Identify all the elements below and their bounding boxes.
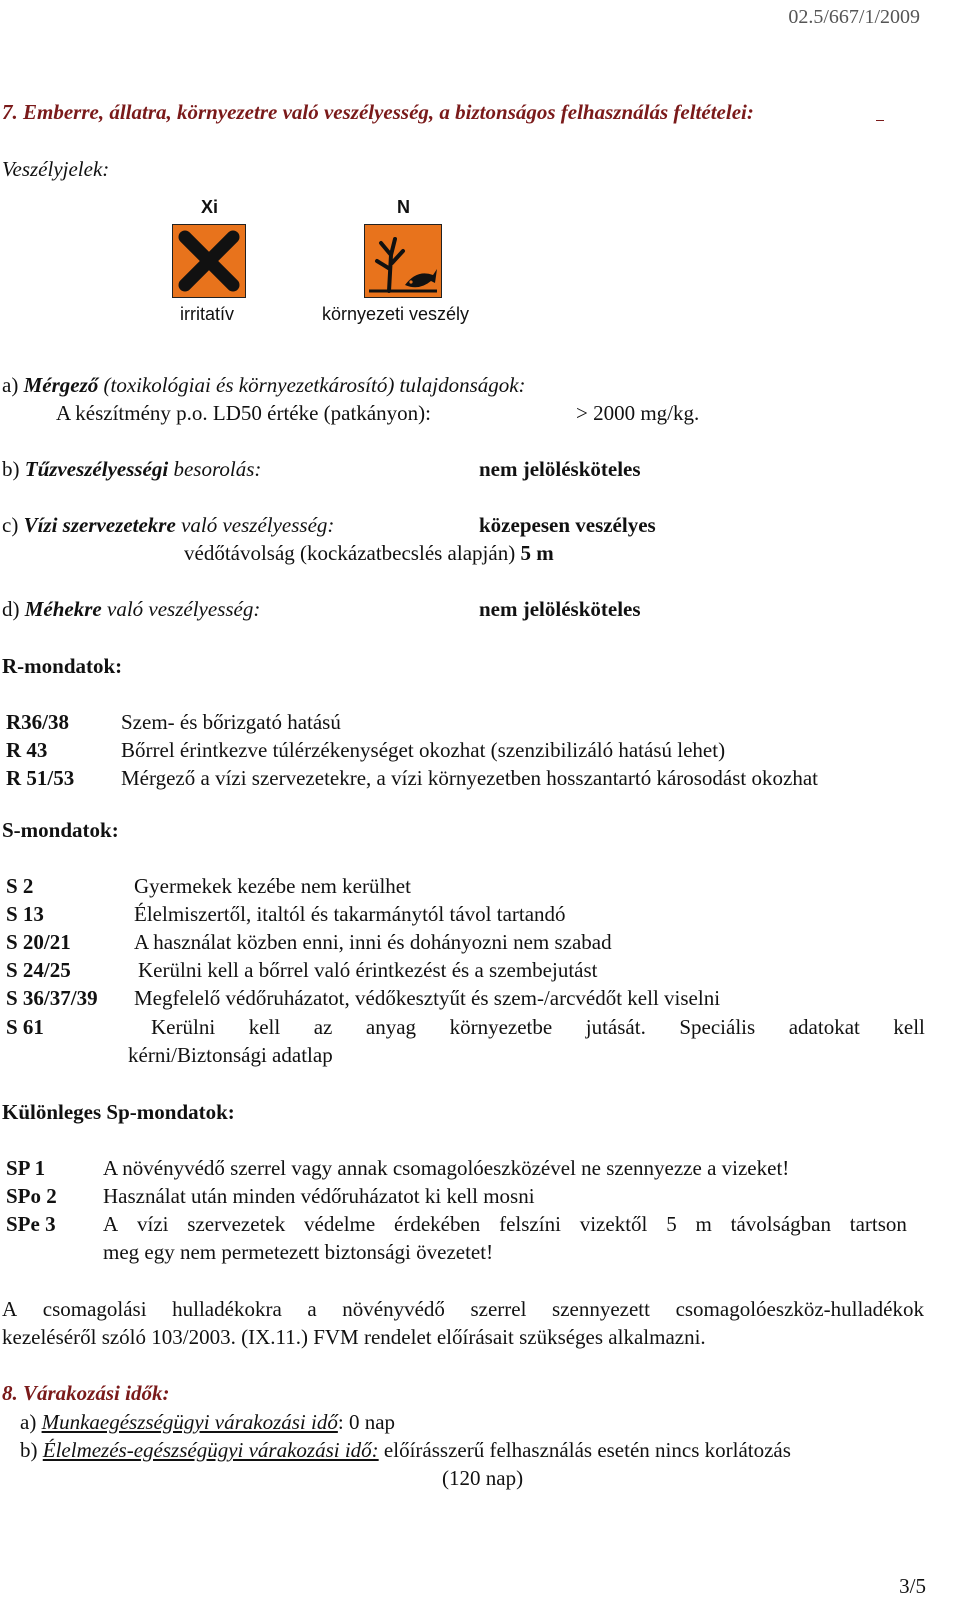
food-waiting-time	[20, 1438, 791, 1462]
s-phrase-text: Kerülni kell a bőrrel való érintkezést és a szembejutást	[138, 958, 598, 982]
protective-distance-value: 5 m	[520, 541, 554, 565]
s-phrase-code: S 2	[6, 874, 34, 898]
packaging-note-line-1	[2, 1297, 924, 1321]
toxicity-line	[2, 373, 526, 397]
work-waiting-time	[20, 1410, 395, 1434]
packaging-note-line-2: kezeléséről szóló 103/2003. (IX.11.) FVM rendelet előírásait szükséges alkalmazni.	[2, 1325, 706, 1349]
s-phrase-code: S 13	[6, 902, 44, 926]
word: környezetbe	[449, 1015, 553, 1039]
word: az	[313, 1015, 333, 1039]
sp-phrase-code: SPo 2	[6, 1184, 57, 1208]
word: hulladékokra	[172, 1297, 282, 1321]
fire-hazard-line	[2, 457, 261, 481]
food-waiting-time-value: előírásszerű felhasználás esetén nincs korlátozás	[383, 1438, 791, 1462]
r-phrase-code: R36/38	[6, 710, 69, 734]
symbol-label-irritant: irritatív	[180, 304, 234, 324]
document-id: 02.5/667/1/2009	[788, 6, 920, 28]
section-7-heading: 7. Emberre, állatra, környezetre való veszélyesség, a biztonságos felhasználás feltételei:	[2, 100, 754, 124]
section-8-heading: 8. Várakozási idők:	[2, 1381, 170, 1405]
sp-phrase-text-justified	[103, 1212, 907, 1236]
fire-hazard-value: nem jelölésköteles	[479, 457, 641, 481]
item-a-prefix: a)	[2, 373, 19, 397]
food-waiting-time-label: Élelmezés-egészségügyi várakozási idő:	[42, 1438, 379, 1462]
sp-phrases-heading: Különleges Sp-mondatok:	[2, 1100, 235, 1124]
s-phrase-text: Élelmiszertől, italtól és takarmánytól távol tartandó	[134, 902, 566, 926]
item-c-prefix: c)	[2, 513, 19, 537]
word: 5	[666, 1212, 677, 1236]
s-phrases-heading: S-mondatok:	[2, 818, 119, 842]
work-waiting-time-label: Munkaegészségügyi várakozási idő	[41, 1410, 338, 1434]
aquatic-hazard-term: Vízi szervezetekre	[23, 513, 176, 537]
r-phrase-text: Mérgező a vízi szervezetekre, a vízi környezetben hosszantartó károsodást okozhat	[121, 766, 818, 790]
word: szervezetek	[187, 1212, 286, 1236]
s-phrase-text: Megfelelő védőruházatot, védőkesztyűt és szem-/arcvédőt kell viselni	[134, 986, 721, 1010]
protective-distance-text: védőtávolság (kockázatbecslés alapján)	[184, 541, 516, 565]
word: Kerülni	[151, 1015, 216, 1039]
symbol-code-n: N	[397, 197, 410, 217]
word: m	[695, 1212, 712, 1236]
r-phrase-code: R 43	[6, 738, 48, 762]
s-phrase-code: S 61	[6, 1015, 44, 1039]
st-andrews-cross-icon	[173, 225, 245, 297]
symbol-label-environment: környezeti veszély	[322, 304, 470, 324]
fire-hazard-term: Tűzveszélyességi	[24, 457, 169, 481]
word: tartson	[849, 1212, 907, 1236]
irritant-hazard-symbol	[172, 224, 246, 298]
sp-phrase-code: SP 1	[6, 1156, 46, 1180]
word: távolságban	[730, 1212, 831, 1236]
word: a	[307, 1297, 317, 1321]
aquatic-hazard-line	[2, 513, 334, 537]
word: csomagolási	[42, 1297, 147, 1321]
s-phrase-text-cont: kérni/Biztonsági adatlap	[128, 1043, 333, 1067]
word: adatokat	[788, 1015, 860, 1039]
s-phrase-text-justified	[151, 1015, 925, 1039]
item-b-prefix: b)	[20, 1438, 38, 1462]
environment-hazard-symbol	[364, 224, 442, 298]
toxicity-rest: (toxikológiai és környezetkárosító) tulajdonságok:	[103, 373, 526, 397]
sp-phrase-code: SPe 3	[6, 1212, 56, 1236]
word: vizektől	[579, 1212, 648, 1236]
ld50-value: > 2000 mg/kg.	[576, 401, 700, 425]
page-number: 3/5	[899, 1574, 926, 1598]
word: A	[2, 1297, 18, 1321]
word: kell	[248, 1015, 281, 1039]
r-phrases-heading: R-mondatok:	[2, 654, 123, 678]
heading-underline-divider	[876, 120, 884, 121]
work-waiting-time-value: : 0 nap	[337, 1410, 396, 1434]
ld50-label: A készítmény p.o. LD50 értéke (patkányon):	[56, 401, 431, 425]
word: csomagolóeszköz-hulladékok	[675, 1297, 924, 1321]
item-a-prefix: a)	[20, 1410, 37, 1434]
protective-distance-line	[184, 541, 554, 565]
s-phrase-code: S 20/21	[6, 930, 71, 954]
fire-hazard-rest: besorolás:	[173, 457, 262, 481]
word: érdekében	[394, 1212, 481, 1236]
word: A	[103, 1212, 119, 1236]
word: vízi	[136, 1212, 169, 1236]
r-phrase-code: R 51/53	[6, 766, 75, 790]
word: növényvédő	[342, 1297, 445, 1321]
symbol-code-xi: Xi	[201, 197, 219, 217]
sp-phrase-text: A növényvédő szerrel vagy annak csomagolóeszközével ne szennyezze a vizeket!	[103, 1156, 790, 1180]
food-waiting-time-days: (120 nap)	[442, 1466, 524, 1490]
aquatic-hazard-value: közepesen veszélyes	[479, 513, 656, 537]
word: jutását.	[585, 1015, 646, 1039]
item-b-prefix: b)	[2, 457, 20, 481]
s-phrase-code: S 24/25	[6, 958, 71, 982]
word: szennyezett	[552, 1297, 650, 1321]
word: anyag	[365, 1015, 417, 1039]
s-phrase-text: Gyermekek kezébe nem kerülhet	[134, 874, 411, 898]
s-phrase-text: A használat közben enni, inni és dohányozni nem szabad	[134, 930, 612, 954]
item-d-prefix: d)	[2, 597, 20, 621]
bee-hazard-line	[2, 597, 260, 621]
word: szerrel	[470, 1297, 527, 1321]
s-phrase-code: S 36/37/39	[6, 986, 98, 1010]
bee-hazard-value: nem jelölésköteles	[479, 597, 641, 621]
hazard-symbols-label: Veszélyjelek:	[2, 157, 110, 181]
word: felszíni	[499, 1212, 561, 1236]
bee-hazard-rest: való veszélyesség:	[107, 597, 261, 621]
aquatic-hazard-rest: való veszélyesség:	[181, 513, 335, 537]
word: Speciális	[679, 1015, 756, 1039]
r-phrase-text: Szem- és bőrizgató hatású	[121, 710, 341, 734]
bee-hazard-term: Méhekre	[24, 597, 102, 621]
r-phrase-text: Bőrrel érintkezve túlérzékenységet okozhat (szenzibilizáló hatású lehet)	[121, 738, 726, 762]
dead-tree-fish-icon	[365, 225, 441, 297]
word: védelme	[304, 1212, 376, 1236]
sp-phrase-text: Használat után minden védőruházatot ki kell mosni	[103, 1184, 535, 1208]
sp-phrase-text-cont: meg egy nem permetezett biztonsági övezetet!	[103, 1240, 494, 1264]
toxicity-term: Mérgező	[23, 373, 99, 397]
word: kell	[893, 1015, 925, 1039]
